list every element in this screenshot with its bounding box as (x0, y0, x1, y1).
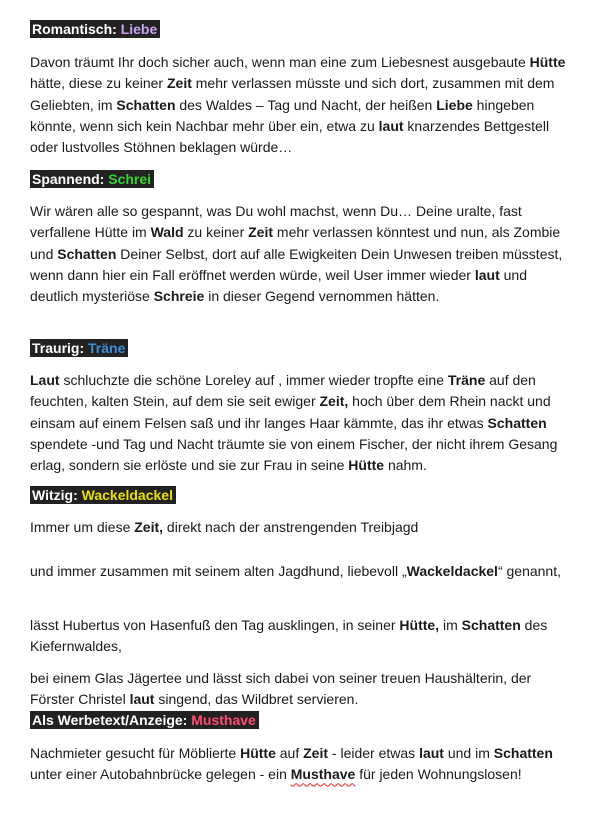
text-run: auf den feuchten, kalten Stein, auf dem sie seit ewiger (30, 372, 536, 410)
paragraph (30, 201, 575, 307)
text-run: spendete -und Tag und Nacht träumte sie von einem Fischer, der nicht ihrem Gesang erlag, sondern sie erlöste und sie zur Frau in seine (30, 435, 558, 474)
section-heading (30, 711, 259, 729)
text-run: Deiner Selbst, dort auf alle Ewigkeiten Dein Unwesen treiben müsstest, wenn dann hier ein Fall eröffnet werden würde, weil User immer wieder (30, 245, 563, 283)
heading-keyword: Liebe (120, 21, 158, 37)
keyword-bold: Schatten (487, 414, 547, 431)
text-run: mehr verlassen könntest und nun, als Zombie und (30, 224, 561, 262)
keyword-bold: Zeit (166, 75, 192, 92)
keyword-bold: Schreie (153, 288, 205, 305)
keyword-bold: Schatten (493, 745, 553, 761)
keyword-bold: Hütte, (399, 617, 440, 633)
section-werbetext (30, 711, 259, 730)
keyword-bold: laut (419, 745, 444, 761)
text-run: hoch über dem Rhein nackt und einsam auf einem Felsen saß und ihr langes Haar kämmte, das ihr etwas (30, 393, 551, 431)
keyword-bold: Wackeldackel (406, 563, 498, 579)
keyword-bold: Schatten (116, 96, 176, 113)
section-romantisch (30, 20, 160, 39)
keyword-bold: Träne (447, 372, 486, 388)
text-run: im (439, 617, 462, 633)
heading-separator: : (99, 171, 109, 187)
text-run: und immer zusammen mit seinem alten Jagdhund, liebevoll „ (30, 563, 407, 579)
text-run: mehr verlassen müsste und sich dort, zusammen mit dem Geliebten, im (30, 75, 555, 113)
text-run: und deutlich mysteriöse (30, 266, 527, 305)
keyword-bold: laut (129, 691, 155, 708)
section-witzig-text-1 (30, 517, 575, 538)
text-run: nahm. (384, 457, 427, 474)
heading-separator: : (182, 712, 192, 728)
text-run: direkt nach der anstrengenden Treibjagd (163, 519, 419, 535)
section-heading (30, 170, 154, 188)
heading-label: Witzig (32, 487, 74, 503)
keyword-bold: Liebe (436, 96, 473, 113)
section-heading (30, 486, 176, 504)
paragraph (30, 370, 575, 476)
text-run: Immer um diese (30, 519, 135, 535)
paragraph (30, 52, 575, 158)
heading-label: Romantisch (32, 21, 113, 37)
text-run: Davon träumt Ihr doch sicher auch, wenn man eine zum Liebesnest ausgebaute (30, 54, 530, 70)
section-heading (30, 20, 160, 38)
section-heading (30, 339, 128, 357)
heading-separator: : (79, 340, 89, 356)
keyword-bold: laut (378, 117, 404, 134)
section-werbetext-text (30, 743, 575, 786)
text-run: knarzendes Bettgestell oder lustvolles Stöhnen beklagen würde… (30, 117, 550, 156)
text-run: des Waldes – Tag und Nacht, der heißen (175, 96, 437, 113)
section-traurig-text (30, 370, 575, 476)
section-spannend (30, 170, 154, 189)
heading-separator: : (73, 487, 82, 503)
keyword-bold: Zeit (303, 745, 329, 761)
text-run: für jeden Wohnungslosen! (355, 766, 522, 783)
heading-label: Spannend (32, 171, 100, 187)
keyword-bold: Hütte (348, 457, 385, 474)
paragraph (30, 517, 575, 538)
text-run: - leider etwas (328, 745, 420, 761)
section-witzig-text-2 (30, 561, 575, 582)
text-run: hätte, diese zu keiner (30, 75, 167, 92)
heading-label: Als Werbetext/Anzeige (32, 712, 183, 728)
keyword-bold: Zeit, (134, 519, 164, 535)
text-run: auf (275, 745, 304, 761)
text-run: zu keiner (183, 224, 249, 241)
keyword-bold: Schatten (57, 245, 117, 262)
text-run: unter einer Autobahnbrücke gelegen - ein (30, 766, 291, 783)
keyword-bold: Wald (150, 224, 184, 241)
keyword-bold: Hütte (529, 54, 566, 70)
text-run: Wir wären alle so gespannt, was Du wohl machst, wenn Du… Deine uralte, fast verfallene Hütte im (30, 203, 522, 241)
keyword-bold: Schatten (461, 617, 521, 633)
heading-label: Traurig (32, 340, 80, 356)
keyword-bold: Zeit (248, 224, 274, 241)
paragraph (30, 561, 575, 582)
heading-keyword: Schrei (108, 171, 152, 187)
keyword-bold: Laut (30, 372, 60, 388)
text-run: und im (443, 745, 494, 761)
text-run: bei einem Glas Jägertee und lässt sich dabei von seiner treuen Haushälterin, der Förster Christel (30, 670, 532, 708)
text-run: Nachmieter gesucht für Möblierte (30, 745, 241, 761)
heading-keyword: Wackeldackel (81, 487, 173, 503)
paragraph (30, 615, 575, 658)
text-run: schluchzte die schöne Loreley auf , immer wieder tropfte eine (59, 372, 448, 388)
text-run: lässt Hubertus von Hasenfuß den Tag ausklingen, in seiner (30, 617, 400, 633)
section-romantisch-text (30, 52, 575, 158)
paragraph (30, 743, 575, 786)
section-traurig (30, 339, 128, 358)
paragraph (30, 668, 575, 711)
text-run: des Kiefernwaldes, (30, 617, 548, 655)
section-witzig-text-3 (30, 615, 575, 658)
section-witzig (30, 486, 176, 505)
heading-separator: : (112, 21, 121, 37)
section-witzig-text-4 (30, 668, 575, 711)
keyword-bold: Zeit, (319, 393, 349, 410)
text-run: hingeben könnte, wenn sich kein Nachbar mehr über ein, etwa zu (30, 96, 535, 134)
keyword-bold: Musthave (290, 766, 356, 783)
text-run: in dieser Gegend vernommen hätten. (204, 288, 440, 305)
keyword-bold: Hütte (240, 745, 276, 761)
keyword-bold: laut (474, 266, 500, 283)
text-run: “ genannt, (497, 563, 562, 579)
section-spannend-text (30, 201, 575, 307)
heading-keyword: Träne (88, 340, 126, 356)
heading-keyword: Musthave (191, 712, 256, 728)
text-run: singend, das Wildbret servieren. (154, 691, 359, 708)
